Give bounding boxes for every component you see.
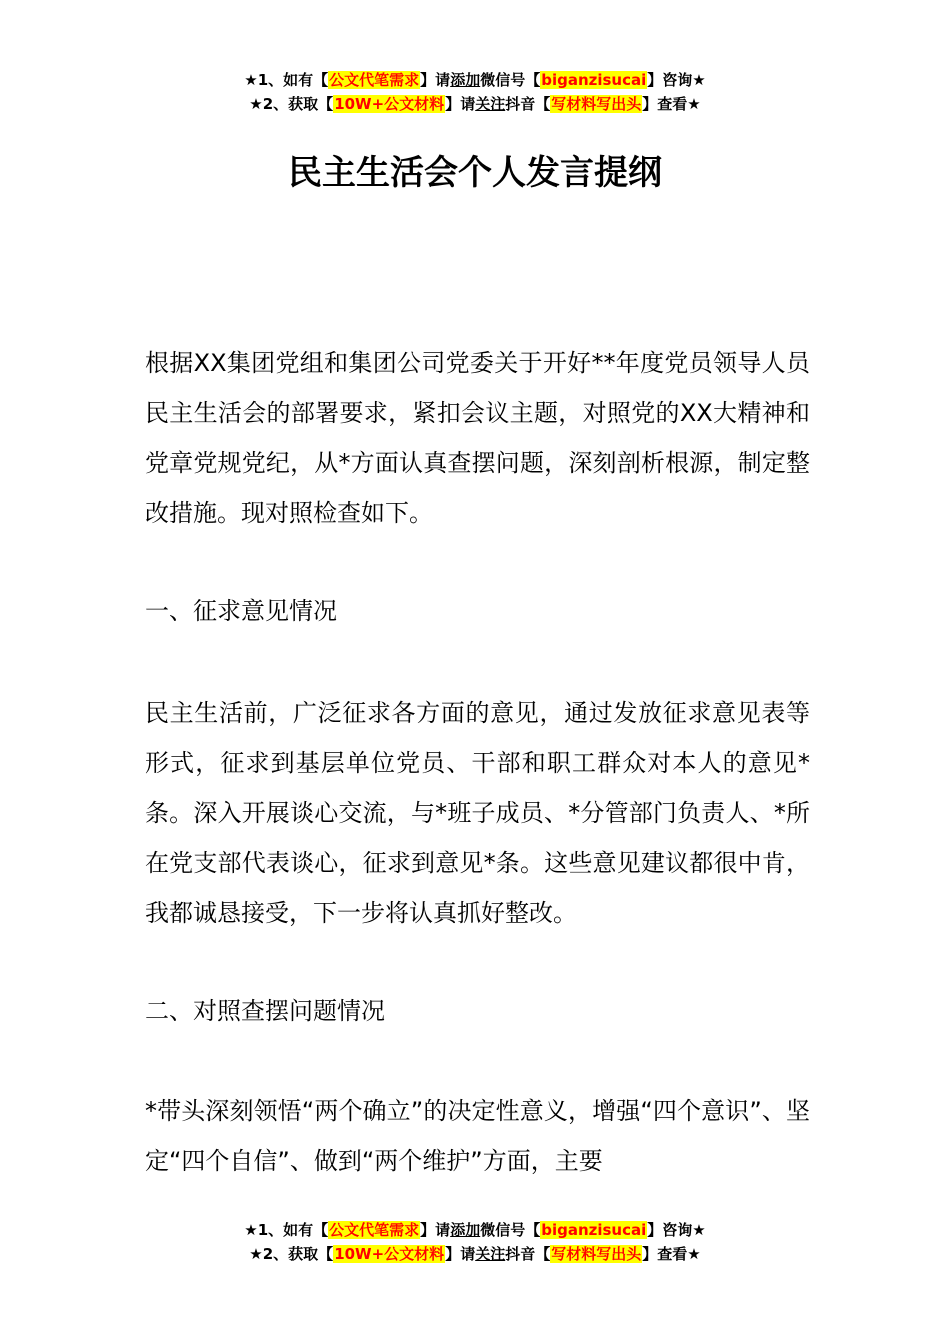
promo-banner-top <box>0 68 950 116</box>
promo-underline: 添加 <box>450 1221 481 1239</box>
promo-line-1 <box>0 68 950 92</box>
document-title: 民主生活会个人发言提纲 <box>288 153 662 193</box>
promo-text: ★2、获取【 <box>249 1245 334 1263</box>
section-heading-1: 一、征求意见情况 <box>145 597 337 625</box>
promo-text: ★1、如有【 <box>244 71 329 89</box>
promo-text: 】咨询★ <box>647 71 706 89</box>
promo-underline: 添加 <box>450 71 481 89</box>
promo-text: 】查看★ <box>642 1245 701 1263</box>
section-paragraph-1: 民主生活前，广泛征求各方面的意见，通过发放征求意见表等形式，征求到基层单位党员、干部和职工群众对本人的意见*条。深入开展谈心交流，与*班子成员、*分管部门负责人、*所在党支部代表谈心，征求到意见*条。这些意见建议都很中肯，我都诚恳接受，下一步将认真抓好整改。 <box>145 699 810 927</box>
promo-banner-bottom <box>0 1218 950 1266</box>
promo-text: 抖音【 <box>505 1245 551 1263</box>
promo-underline: 关注 <box>475 95 506 113</box>
promo-text: 】请 <box>445 95 476 113</box>
promo-text: 微信号【 <box>480 1221 541 1239</box>
promo-douyin-id: 写材料写出头 <box>551 1245 642 1263</box>
promo-highlight: 公文代笔需求 <box>329 1221 420 1239</box>
intro-paragraph: 根据XX集团党组和集团公司党委关于开好**年度党员领导人员民主生活会的部署要求，紧扣会议主题，对照党的XX大精神和党章党规党纪，从*方面认真查摆问题，深刻剖析根源，制定整改措施。现对照检查如下。 <box>145 349 810 527</box>
promo-text: 】请 <box>420 1221 451 1239</box>
section-paragraph-2: *带头深刻领悟“两个确立”的决定性意义，增强“四个意识”、坚定“四个自信”、做到“两个维护”方面，主要 <box>145 1097 810 1175</box>
promo-highlight: 公文代笔需求 <box>329 71 420 89</box>
promo-highlight: 10W+公文材料 <box>334 1245 445 1263</box>
promo-text: 】查看★ <box>642 95 701 113</box>
promo-highlight: 10W+公文材料 <box>334 95 445 113</box>
promo-line-2 <box>0 92 950 116</box>
promo-text: 】请 <box>420 71 451 89</box>
promo-line-1 <box>0 1218 950 1242</box>
promo-wechat-id: biganzisucai <box>541 71 647 89</box>
promo-douyin-id: 写材料写出头 <box>551 95 642 113</box>
promo-text: 抖音【 <box>505 95 551 113</box>
promo-text: ★2、获取【 <box>249 95 334 113</box>
section-heading-2: 二、对照查摆问题情况 <box>145 997 385 1025</box>
promo-text: ★1、如有【 <box>244 1221 329 1239</box>
promo-underline: 关注 <box>475 1245 506 1263</box>
promo-wechat-id: biganzisucai <box>541 1221 647 1239</box>
promo-text: 】请 <box>445 1245 476 1263</box>
promo-line-2 <box>0 1242 950 1266</box>
promo-text: 】咨询★ <box>647 1221 706 1239</box>
promo-text: 微信号【 <box>480 71 541 89</box>
